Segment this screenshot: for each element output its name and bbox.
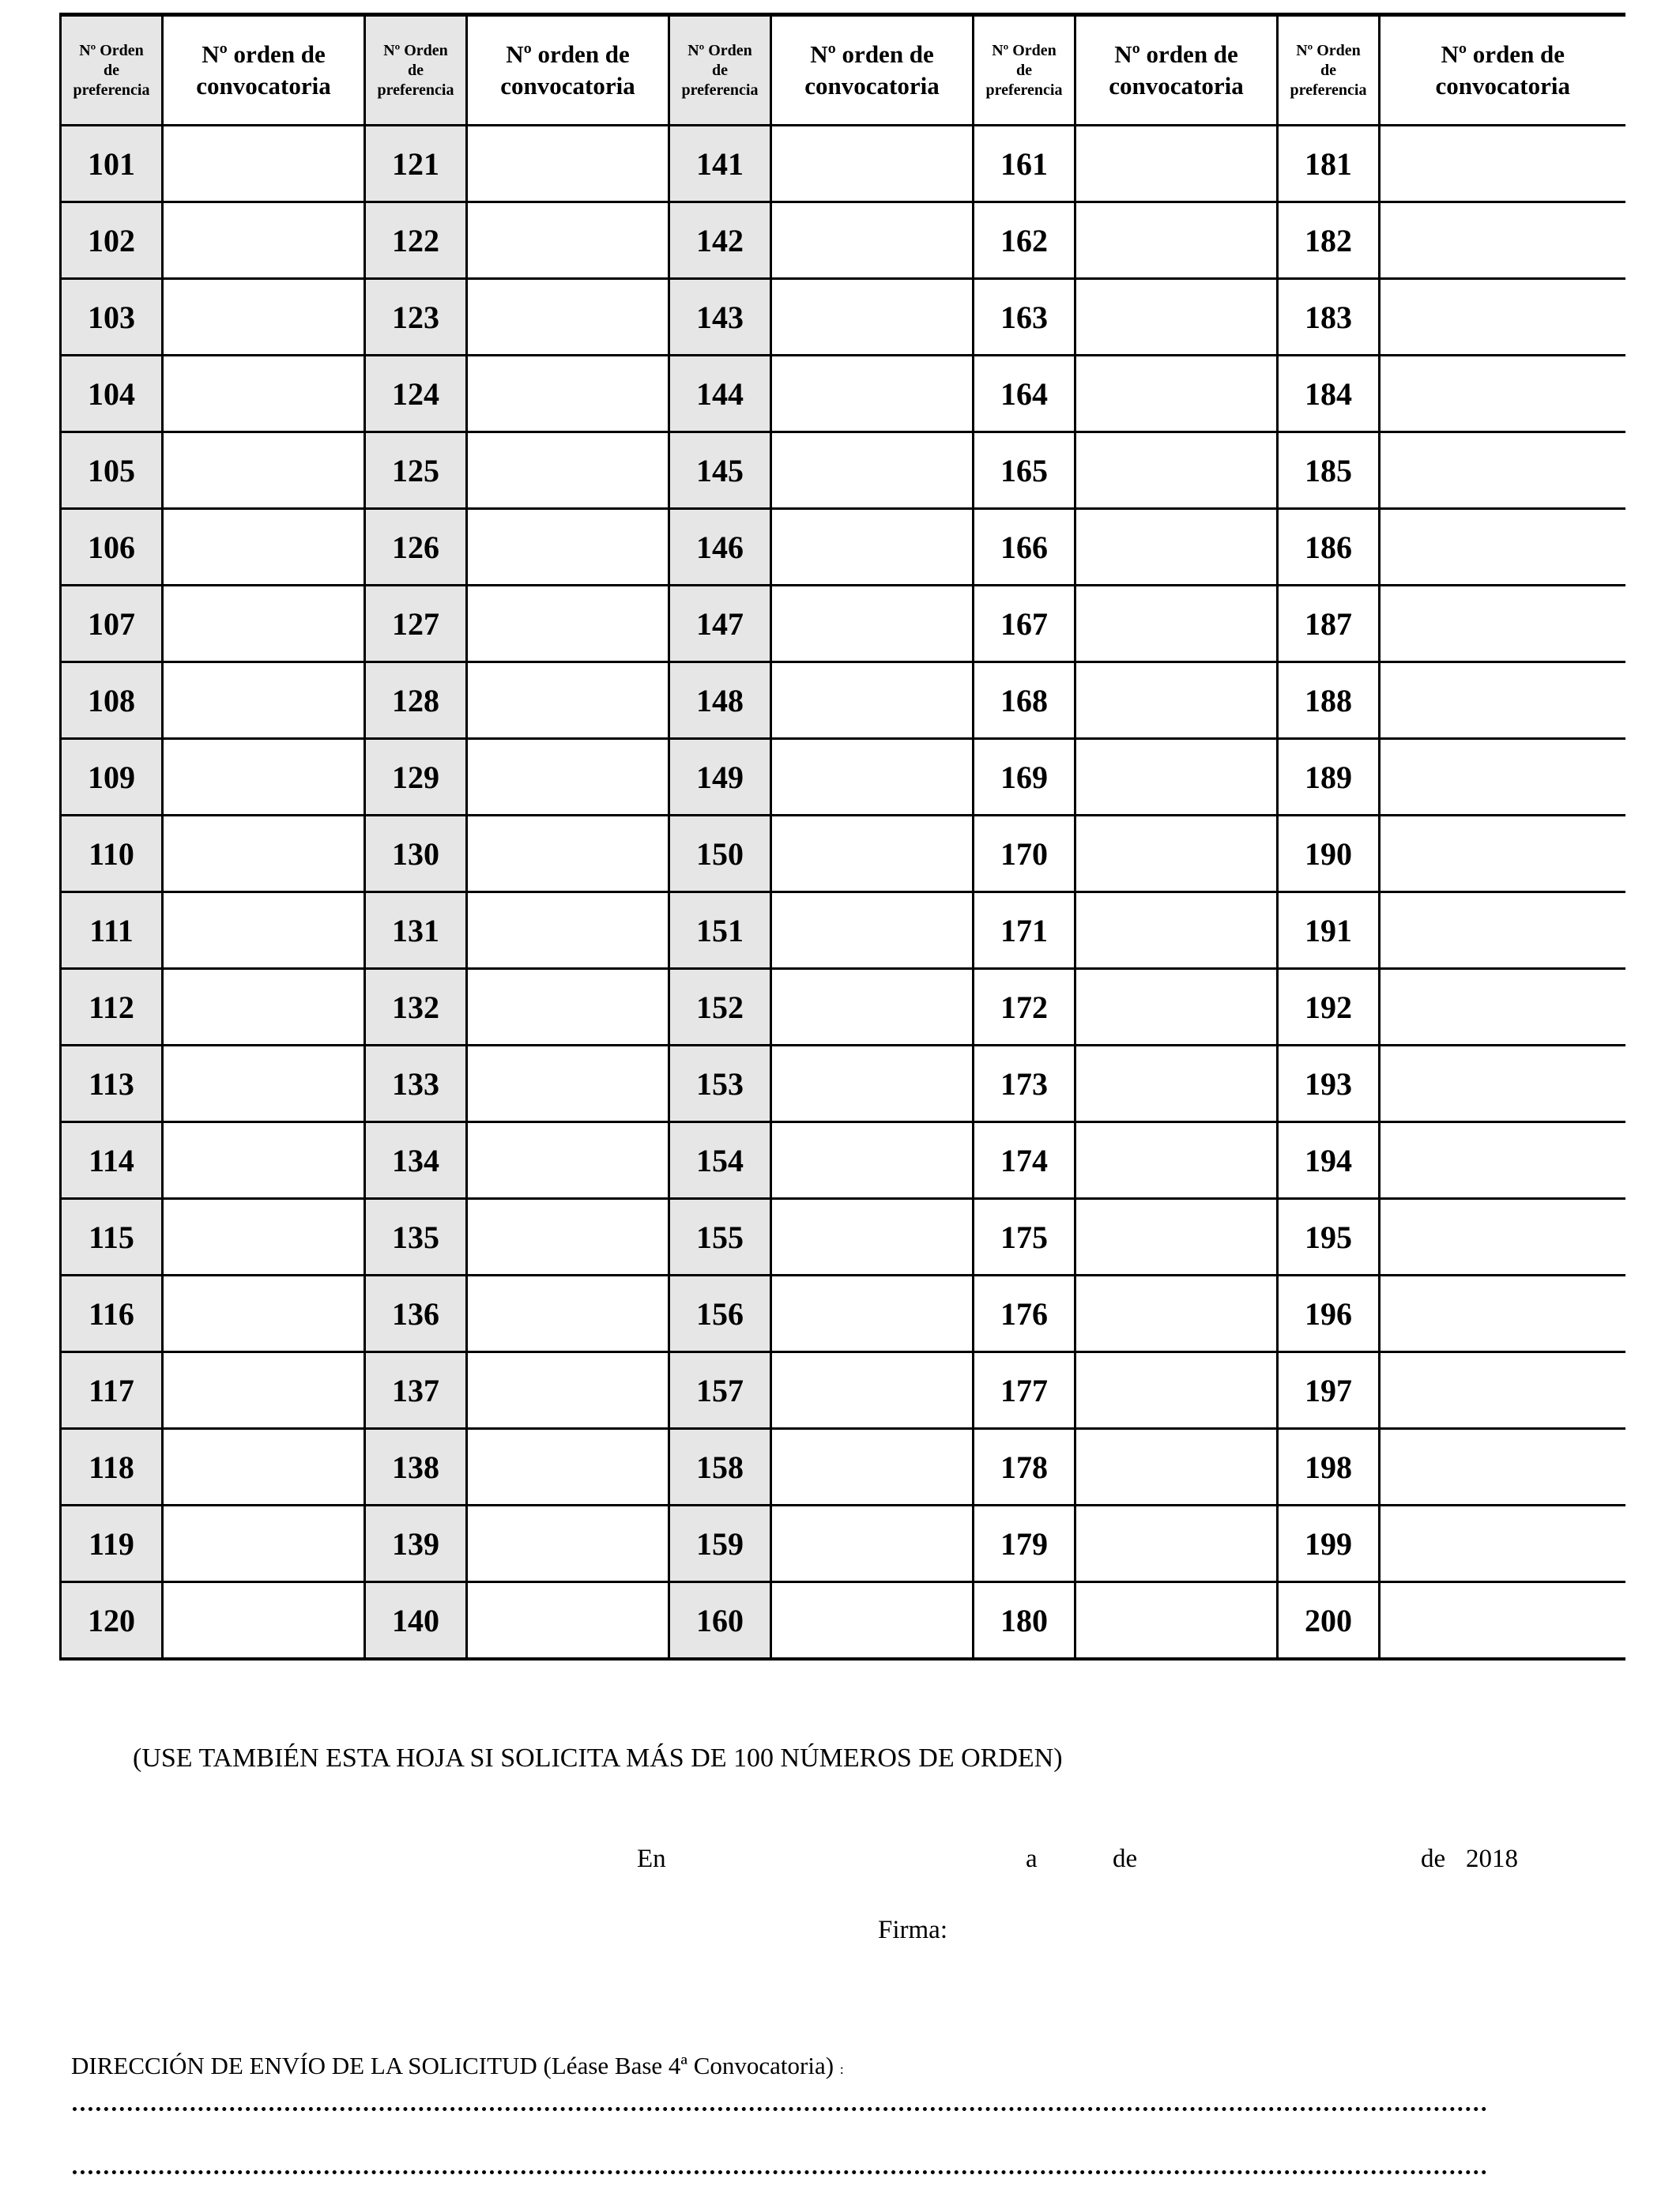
preference-number: 108 — [61, 662, 163, 739]
preference-number: 102 — [61, 202, 163, 279]
preference-number: 160 — [669, 1582, 771, 1660]
header-preference-line: preferencia — [377, 81, 454, 99]
preference-number: 148 — [669, 662, 771, 739]
header-convocatoria-line: convocatoria — [500, 72, 635, 100]
header-preference-line: preferencia — [985, 81, 1063, 99]
convocatoria-entry-cell[interactable] — [1380, 1276, 1625, 1352]
preference-number: 180 — [974, 1582, 1075, 1660]
preference-number: 190 — [1278, 816, 1380, 892]
preference-number: 191 — [1278, 892, 1380, 969]
preference-number: 162 — [974, 202, 1075, 279]
convocatoria-entry-cell[interactable] — [163, 892, 365, 969]
preference-number: 142 — [669, 202, 771, 279]
preference-number: 182 — [1278, 202, 1380, 279]
table-row — [61, 279, 1625, 356]
convocatoria-entry-cell[interactable] — [771, 892, 974, 969]
convocatoria-entry-cell[interactable] — [163, 969, 365, 1046]
table-row — [61, 1046, 1625, 1122]
convocatoria-entry-cell[interactable] — [467, 1122, 669, 1199]
convocatoria-entry-cell[interactable] — [1075, 356, 1278, 432]
convocatoria-entry-cell[interactable] — [467, 1276, 669, 1352]
preference-number: 159 — [669, 1506, 771, 1582]
convocatoria-entry-cell[interactable] — [467, 279, 669, 356]
convocatoria-entry-cell[interactable] — [467, 1582, 669, 1660]
preference-number: 164 — [974, 356, 1075, 432]
table-row — [61, 509, 1625, 586]
table-row — [61, 739, 1625, 816]
convocatoria-entry-cell[interactable] — [1380, 1046, 1625, 1122]
signature-label: Firma: — [878, 1916, 947, 1944]
header-convocatoria-line: Nº orden de — [1441, 40, 1565, 68]
convocatoria-entry-cell[interactable] — [1075, 1506, 1278, 1582]
convocatoria-entry-cell[interactable] — [163, 432, 365, 509]
preference-number: 106 — [61, 509, 163, 586]
header-preference-line: preferencia — [681, 81, 759, 99]
convocatoria-entry-cell[interactable] — [467, 509, 669, 586]
preference-number: 125 — [365, 432, 467, 509]
convocatoria-entry-cell[interactable] — [771, 969, 974, 1046]
convocatoria-entry-cell[interactable] — [467, 892, 669, 969]
preference-number: 181 — [1278, 126, 1380, 202]
preference-number: 135 — [365, 1199, 467, 1276]
convocatoria-entry-cell[interactable] — [771, 126, 974, 202]
table-row — [61, 1429, 1625, 1506]
preference-number: 114 — [61, 1122, 163, 1199]
convocatoria-entry-cell[interactable] — [163, 1429, 365, 1506]
convocatoria-entry-cell[interactable] — [163, 1276, 365, 1352]
preference-number: 143 — [669, 279, 771, 356]
convocatoria-entry-cell[interactable] — [771, 1506, 974, 1582]
header-convocatoria-line: Nº orden de — [506, 40, 630, 68]
convocatoria-entry-cell[interactable] — [467, 202, 669, 279]
preference-number: 170 — [974, 816, 1075, 892]
header-convocatoria-order — [163, 15, 365, 126]
table-row — [61, 1199, 1625, 1276]
preference-number: 129 — [365, 739, 467, 816]
preference-number: 189 — [1278, 739, 1380, 816]
place-label: En — [637, 1845, 666, 1873]
preference-number: 150 — [669, 816, 771, 892]
preference-number: 193 — [1278, 1046, 1380, 1122]
preference-number: 165 — [974, 432, 1075, 509]
header-convocatoria-line: convocatoria — [1435, 72, 1570, 100]
convocatoria-entry-cell[interactable] — [163, 1122, 365, 1199]
preference-number: 123 — [365, 279, 467, 356]
convocatoria-entry-cell[interactable] — [771, 202, 974, 279]
preference-number: 139 — [365, 1506, 467, 1582]
header-preference-line: Nº Orden — [687, 41, 752, 59]
preference-number: 140 — [365, 1582, 467, 1660]
convocatoria-entry-cell[interactable] — [1075, 662, 1278, 739]
convocatoria-entry-cell[interactable] — [1380, 969, 1625, 1046]
preference-number: 126 — [365, 509, 467, 586]
convocatoria-entry-cell[interactable] — [1075, 202, 1278, 279]
convocatoria-entry-cell[interactable] — [163, 739, 365, 816]
convocatoria-entry-cell[interactable] — [1075, 1199, 1278, 1276]
preference-number: 168 — [974, 662, 1075, 739]
preference-number: 104 — [61, 356, 163, 432]
convocatoria-entry-cell[interactable] — [1075, 1582, 1278, 1660]
preference-number: 144 — [669, 356, 771, 432]
preference-number: 186 — [1278, 509, 1380, 586]
convocatoria-entry-cell[interactable] — [1380, 202, 1625, 279]
preference-number: 103 — [61, 279, 163, 356]
convocatoria-entry-cell[interactable] — [1380, 279, 1625, 356]
header-convocatoria-line: Nº orden de — [202, 40, 326, 68]
address-line-2[interactable] — [73, 2170, 1487, 2174]
preference-number: 197 — [1278, 1352, 1380, 1429]
convocatoria-entry-cell[interactable] — [1075, 969, 1278, 1046]
header-convocatoria-line: Nº orden de — [1114, 40, 1238, 68]
convocatoria-entry-cell[interactable] — [467, 126, 669, 202]
convocatoria-entry-cell[interactable] — [771, 1122, 974, 1199]
table-row — [61, 969, 1625, 1046]
convocatoria-entry-cell[interactable] — [163, 662, 365, 739]
header-preference-line: de — [712, 61, 728, 79]
table-row — [61, 1352, 1625, 1429]
year-value: 2018 — [1466, 1845, 1518, 1873]
header-preference-line: de — [1320, 61, 1336, 79]
convocatoria-entry-cell[interactable] — [163, 279, 365, 356]
convocatoria-entry-cell[interactable] — [1380, 586, 1625, 662]
preference-number: 109 — [61, 739, 163, 816]
preference-number: 119 — [61, 1506, 163, 1582]
convocatoria-entry-cell[interactable] — [771, 1276, 974, 1352]
month-separator: de — [1113, 1845, 1138, 1873]
convocatoria-entry-cell[interactable] — [467, 586, 669, 662]
preference-number: 175 — [974, 1199, 1075, 1276]
preference-number: 113 — [61, 1046, 163, 1122]
convocatoria-entry-cell[interactable] — [1380, 356, 1625, 432]
preference-number: 127 — [365, 586, 467, 662]
preference-number: 101 — [61, 126, 163, 202]
header-preference-line: de — [1016, 61, 1032, 79]
convocatoria-entry-cell[interactable] — [771, 1046, 974, 1122]
preference-number: 121 — [365, 126, 467, 202]
header-preference-line: preferencia — [73, 81, 150, 99]
preference-number: 130 — [365, 816, 467, 892]
header-convocatoria-order — [467, 15, 669, 126]
convocatoria-entry-cell[interactable] — [1075, 1352, 1278, 1429]
convocatoria-entry-cell[interactable] — [771, 739, 974, 816]
table-row — [61, 202, 1625, 279]
convocatoria-entry-cell[interactable] — [771, 509, 974, 586]
header-preference-order — [974, 15, 1075, 126]
table-row — [61, 1276, 1625, 1352]
convocatoria-entry-cell[interactable] — [771, 662, 974, 739]
convocatoria-entry-cell[interactable] — [1075, 126, 1278, 202]
header-preference-line: Nº Orden — [79, 41, 144, 59]
convocatoria-entry-cell[interactable] — [163, 816, 365, 892]
header-preference-line: de — [104, 61, 119, 79]
header-convocatoria-line: convocatoria — [804, 72, 940, 100]
convocatoria-entry-cell[interactable] — [1380, 816, 1625, 892]
preference-number: 153 — [669, 1046, 771, 1122]
header-preference-line: de — [408, 61, 424, 79]
preference-number: 117 — [61, 1352, 163, 1429]
convocatoria-entry-cell[interactable] — [163, 202, 365, 279]
preference-number: 137 — [365, 1352, 467, 1429]
convocatoria-entry-cell[interactable] — [1075, 739, 1278, 816]
table-header-row — [61, 15, 1625, 126]
preference-number: 141 — [669, 126, 771, 202]
convocatoria-entry-cell[interactable] — [1380, 1429, 1625, 1506]
convocatoria-entry-cell[interactable] — [1075, 509, 1278, 586]
preference-number: 172 — [974, 969, 1075, 1046]
table-row — [61, 662, 1625, 739]
convocatoria-entry-cell[interactable] — [163, 1046, 365, 1122]
convocatoria-entry-cell[interactable] — [771, 816, 974, 892]
convocatoria-entry-cell[interactable] — [1075, 892, 1278, 969]
convocatoria-entry-cell[interactable] — [467, 1352, 669, 1429]
table-row — [61, 126, 1625, 202]
preference-number: 122 — [365, 202, 467, 279]
convocatoria-entry-cell[interactable] — [771, 1352, 974, 1429]
convocatoria-entry-cell[interactable] — [1380, 1352, 1625, 1429]
address-heading — [71, 2052, 844, 2080]
table-row — [61, 1122, 1625, 1199]
preference-number: 152 — [669, 969, 771, 1046]
preference-number: 200 — [1278, 1582, 1380, 1660]
convocatoria-entry-cell[interactable] — [163, 1199, 365, 1276]
preference-number: 111 — [61, 892, 163, 969]
convocatoria-entry-cell[interactable] — [163, 126, 365, 202]
preference-number: 154 — [669, 1122, 771, 1199]
convocatoria-entry-cell[interactable] — [771, 586, 974, 662]
convocatoria-entry-cell[interactable] — [1075, 279, 1278, 356]
header-preference-line: Nº Orden — [383, 41, 448, 59]
preference-number: 156 — [669, 1276, 771, 1352]
table-row — [61, 432, 1625, 509]
header-preference-order — [365, 15, 467, 126]
header-preference-order — [669, 15, 771, 126]
preference-number: 185 — [1278, 432, 1380, 509]
preference-number: 157 — [669, 1352, 771, 1429]
preference-number: 196 — [1278, 1276, 1380, 1352]
instruction-note: (USE TAMBIÉN ESTA HOJA SI SOLICITA MÁS DE 100 NÚMEROS DE ORDEN) — [133, 1744, 1063, 1773]
preference-number: 177 — [974, 1352, 1075, 1429]
convocatoria-entry-cell[interactable] — [771, 356, 974, 432]
convocatoria-entry-cell[interactable] — [1075, 1429, 1278, 1506]
preference-number: 112 — [61, 969, 163, 1046]
convocatoria-entry-cell[interactable] — [1075, 1276, 1278, 1352]
convocatoria-entry-cell[interactable] — [1380, 1199, 1625, 1276]
convocatoria-entry-cell[interactable] — [771, 279, 974, 356]
preference-number: 184 — [1278, 356, 1380, 432]
convocatoria-entry-cell[interactable] — [1380, 1582, 1625, 1660]
preference-number: 120 — [61, 1582, 163, 1660]
address-label: DIRECCIÓN DE ENVÍO DE LA SOLICITUD (Léase Base 4ª Convocatoria) — [71, 2052, 834, 2079]
preference-number: 173 — [974, 1046, 1075, 1122]
preference-number: 149 — [669, 739, 771, 816]
preference-number: 167 — [974, 586, 1075, 662]
convocatoria-entry-cell[interactable] — [1380, 432, 1625, 509]
header-convocatoria-order — [771, 15, 974, 126]
header-convocatoria-line: Nº orden de — [810, 40, 934, 68]
year-separator: de — [1421, 1845, 1446, 1873]
convocatoria-entry-cell[interactable] — [1075, 1122, 1278, 1199]
convocatoria-entry-cell[interactable] — [467, 816, 669, 892]
day-separator: a — [1026, 1845, 1038, 1873]
table-row — [61, 1506, 1625, 1582]
preference-number: 166 — [974, 509, 1075, 586]
convocatoria-entry-cell[interactable] — [163, 1506, 365, 1582]
header-convocatoria-order — [1380, 15, 1625, 126]
preference-number: 198 — [1278, 1429, 1380, 1506]
preference-number: 116 — [61, 1276, 163, 1352]
preference-number: 179 — [974, 1506, 1075, 1582]
header-preference-order — [1278, 15, 1380, 126]
header-convocatoria-line: convocatoria — [196, 72, 331, 100]
convocatoria-entry-cell[interactable] — [771, 1582, 974, 1660]
table-row — [61, 816, 1625, 892]
preference-number: 134 — [365, 1122, 467, 1199]
convocatoria-entry-cell[interactable] — [771, 1429, 974, 1506]
convocatoria-entry-cell[interactable] — [467, 1506, 669, 1582]
preference-number: 124 — [365, 356, 467, 432]
preference-number: 183 — [1278, 279, 1380, 356]
convocatoria-entry-cell[interactable] — [467, 1046, 669, 1122]
convocatoria-entry-cell[interactable] — [1075, 586, 1278, 662]
preference-number: 195 — [1278, 1199, 1380, 1276]
preference-number: 178 — [974, 1429, 1075, 1506]
preference-number: 169 — [974, 739, 1075, 816]
convocatoria-entry-cell[interactable] — [467, 662, 669, 739]
preference-number: 176 — [974, 1276, 1075, 1352]
preference-number: 132 — [365, 969, 467, 1046]
convocatoria-entry-cell[interactable] — [1380, 509, 1625, 586]
convocatoria-entry-cell[interactable] — [1380, 662, 1625, 739]
convocatoria-entry-cell[interactable] — [467, 432, 669, 509]
convocatoria-entry-cell[interactable] — [163, 586, 365, 662]
address-colon: : — [839, 2061, 844, 2077]
preference-number: 107 — [61, 586, 163, 662]
preference-number: 174 — [974, 1122, 1075, 1199]
preference-number: 187 — [1278, 586, 1380, 662]
preference-number: 145 — [669, 432, 771, 509]
preference-number: 128 — [365, 662, 467, 739]
preference-number: 188 — [1278, 662, 1380, 739]
convocatoria-entry-cell[interactable] — [467, 1199, 669, 1276]
preference-number: 163 — [974, 279, 1075, 356]
header-preference-line: Nº Orden — [992, 41, 1057, 59]
convocatoria-entry-cell[interactable] — [1075, 816, 1278, 892]
convocatoria-entry-cell[interactable] — [1380, 892, 1625, 969]
header-preference-line: preferencia — [1290, 81, 1367, 99]
preference-number: 110 — [61, 816, 163, 892]
preference-number: 136 — [365, 1276, 467, 1352]
convocatoria-entry-cell[interactable] — [163, 1352, 365, 1429]
preference-number: 118 — [61, 1429, 163, 1506]
convocatoria-entry-cell[interactable] — [467, 969, 669, 1046]
preference-number: 158 — [669, 1429, 771, 1506]
convocatoria-entry-cell[interactable] — [467, 739, 669, 816]
preference-order-table — [59, 13, 1625, 1661]
header-convocatoria-line: convocatoria — [1109, 72, 1244, 100]
convocatoria-entry-cell[interactable] — [1380, 1506, 1625, 1582]
preference-number: 199 — [1278, 1506, 1380, 1582]
preference-number: 192 — [1278, 969, 1380, 1046]
preference-number: 161 — [974, 126, 1075, 202]
convocatoria-entry-cell[interactable] — [163, 509, 365, 586]
preference-number: 146 — [669, 509, 771, 586]
table-row — [61, 892, 1625, 969]
preference-number: 131 — [365, 892, 467, 969]
convocatoria-entry-cell[interactable] — [163, 1582, 365, 1660]
convocatoria-entry-cell[interactable] — [771, 432, 974, 509]
header-preference-order — [61, 15, 163, 126]
preference-number: 155 — [669, 1199, 771, 1276]
preference-number: 147 — [669, 586, 771, 662]
convocatoria-entry-cell[interactable] — [1380, 1122, 1625, 1199]
table-row — [61, 356, 1625, 432]
address-line-1[interactable] — [73, 2107, 1487, 2111]
convocatoria-entry-cell[interactable] — [1380, 126, 1625, 202]
convocatoria-entry-cell[interactable] — [467, 1429, 669, 1506]
convocatoria-entry-cell[interactable] — [771, 1199, 974, 1276]
table-row — [61, 1582, 1625, 1660]
convocatoria-entry-cell[interactable] — [163, 356, 365, 432]
preference-number: 151 — [669, 892, 771, 969]
preference-number: 105 — [61, 432, 163, 509]
preference-number: 133 — [365, 1046, 467, 1122]
table-row — [61, 586, 1625, 662]
convocatoria-entry-cell[interactable] — [1380, 739, 1625, 816]
convocatoria-entry-cell[interactable] — [1075, 1046, 1278, 1122]
header-preference-line: Nº Orden — [1296, 41, 1361, 59]
convocatoria-entry-cell[interactable] — [467, 356, 669, 432]
header-convocatoria-order — [1075, 15, 1278, 126]
preference-number: 115 — [61, 1199, 163, 1276]
preference-number: 171 — [974, 892, 1075, 969]
preference-number: 194 — [1278, 1122, 1380, 1199]
preference-number: 138 — [365, 1429, 467, 1506]
convocatoria-entry-cell[interactable] — [1075, 432, 1278, 509]
